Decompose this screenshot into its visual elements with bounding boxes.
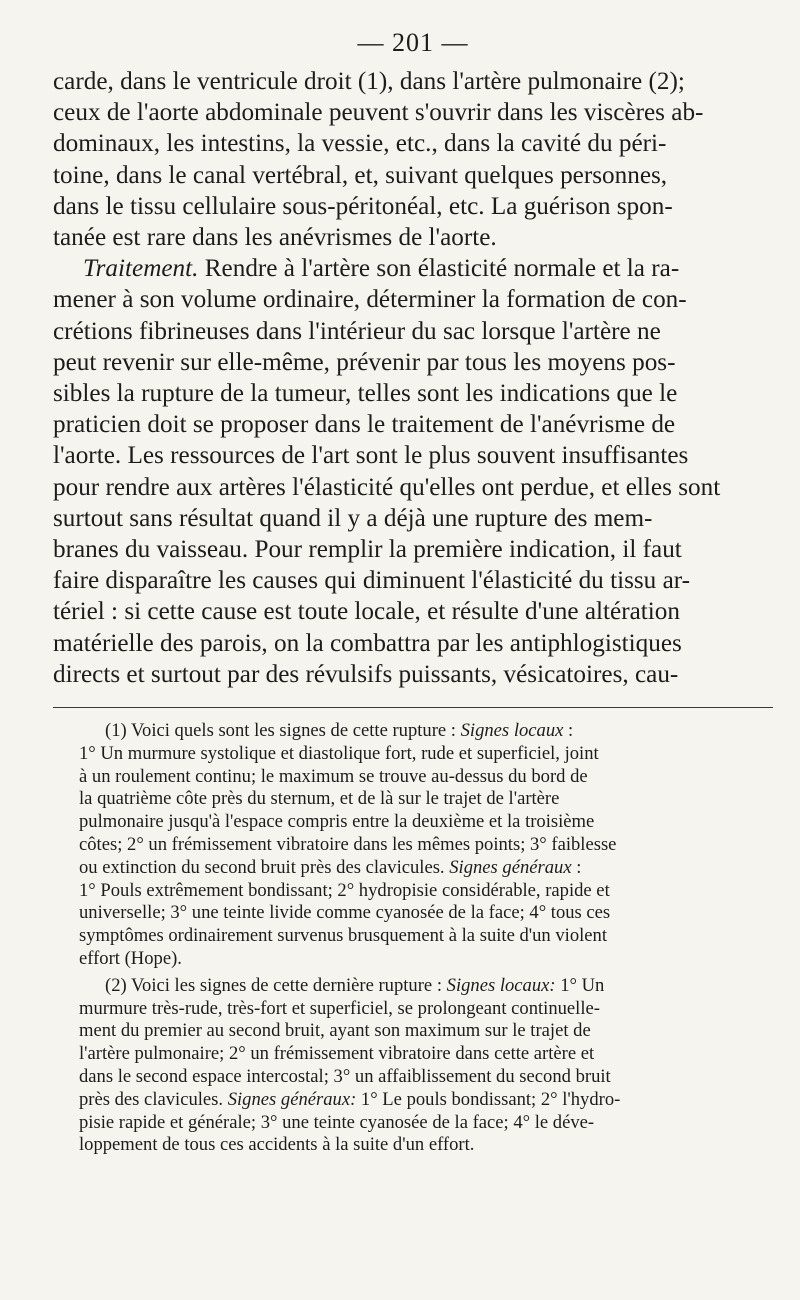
paragraph-aneurysm-rupture: [53, 66, 773, 253]
signes-generaux-label: Signes généraux:: [227, 1088, 357, 1110]
text-line: tanée est rare dans les anévrismes de l'aorte.: [53, 224, 497, 252]
text-fragment: près des clavicules.: [79, 1088, 228, 1110]
text-line: peut revenir sur elle-même, prévenir par tous les moyens pos-: [53, 348, 676, 376]
text-line: [53, 253, 773, 284]
paragraph-treatment: [53, 253, 773, 690]
footnote-divider: [53, 707, 773, 708]
footnote-1: [53, 720, 773, 971]
text-fragment: :: [571, 856, 582, 878]
footnote-line: à un roulement continu; le maximum se trouve au-dessus du bord de: [79, 765, 588, 787]
text-line: toine, dans le canal vertébral, et, suivant quelques personnes,: [53, 161, 668, 189]
text-line: crétions fibrineuses dans l'intérieur du sac lorsque l'artère ne: [53, 317, 661, 345]
book-page: [53, 28, 773, 1161]
footnote-line: 1° Pouls extrêmement bondissant; 2° hydropisie considérable, rapide et: [79, 879, 610, 901]
footnote-line: pulmonaire jusqu'à l'espace compris entre la deuxième et la troisième: [79, 811, 595, 833]
text-fragment: Rendre à l'artère son élasticité normale et la ra-: [198, 255, 680, 283]
treatment-heading: Traitement.: [83, 255, 199, 283]
footnote-line: 1° Un murmure systolique et diastolique fort, rude et superficiel, joint: [79, 742, 599, 764]
footnote-line: murmure très-rude, très-fort et superficiel, se prolongeant continuelle-: [79, 997, 600, 1019]
text-line: tériel : si cette cause est toute locale, et résulte d'une altération: [53, 598, 680, 626]
footnote-lead: (2) Voici les signes de cette dernière rupture :: [105, 974, 447, 996]
text-line: pour rendre aux artères l'élasticité qu'elles ont perdue, et elles sont: [53, 473, 721, 501]
text-line: praticien doit se proposer dans le traitement de l'anévrisme de: [53, 411, 676, 439]
footnote-line: la quatrième côte près du sternum, et de là sur le trajet de l'artère: [79, 788, 560, 810]
text-fragment: 1° Le pouls bondissant; 2° l'hydro-: [356, 1088, 621, 1110]
footnote-lead: (1) Voici quels sont les signes de cette rupture :: [105, 720, 461, 742]
text-line: directs et surtout par des révulsifs puissants, vésicatoires, cau-: [53, 660, 679, 688]
main-text: [53, 66, 773, 690]
text-fragment: ou extinction du second bruit près des clavicules.: [79, 856, 450, 878]
text-line: dominaux, les intestins, la vessie, etc., dans la cavité du péri-: [53, 130, 667, 158]
footnote-line: [53, 1089, 773, 1112]
signes-locaux-label: Signes locaux:: [446, 974, 556, 996]
text-line: l'aorte. Les ressources de l'art sont le plus souvent insuffisantes: [53, 442, 689, 470]
text-line: carde, dans le ventricule droit (1), dans l'artère pulmonaire (2);: [53, 68, 685, 95]
text-line: dans le tissu cellulaire sous-péritonéal, etc. La guérison spon-: [53, 192, 673, 220]
footnote-line: ment du premier au second bruit, ayant son maximum sur le trajet de: [79, 1020, 591, 1042]
footnote-line: universelle; 3° une teinte livide comme cyanosée de la face; 4° tous ces: [79, 902, 611, 924]
signes-generaux-label: Signes généraux: [449, 856, 572, 878]
footnote-line: [53, 720, 773, 743]
footnote-line: pisie rapide et générale; 3° une teinte cyanosée de la face; 4° le déve-: [79, 1111, 595, 1133]
footnote-line: symptômes ordinairement survenus brusquement à la suite d'un violent: [79, 925, 608, 947]
text-line: surtout sans résultat quand il y a déjà une rupture des mem-: [53, 504, 653, 532]
footnote-line: l'artère pulmonaire; 2° un frémissement vibratoire dans cette artère et: [79, 1043, 595, 1065]
text-line: faire disparaître les causes qui diminuent l'élasticité du tissu ar-: [53, 567, 691, 595]
footnote-line: [53, 975, 773, 998]
footnote-line: loppement de tous ces accidents à la suite d'un effort.: [79, 1134, 475, 1156]
text-line: branes du vaisseau. Pour remplir la première indication, il faut: [53, 536, 682, 564]
footnote-2: [53, 975, 773, 1157]
footnotes: [53, 720, 773, 1157]
page-number: — 201 —: [357, 28, 469, 57]
footnote-line: côtes; 2° un frémissement vibratoire dans les mêmes points; 3° faiblesse: [79, 834, 617, 856]
text-fragment: 1° Un: [555, 974, 605, 996]
footnote-line: effort (Hope).: [79, 948, 182, 970]
footnote-line: dans le second espace intercostal; 3° un affaiblissement du second bruit: [79, 1066, 611, 1088]
text-fragment: :: [563, 720, 574, 742]
text-line: sibles la rupture de la tumeur, telles sont les indications que le: [53, 380, 678, 408]
text-line: mener à son volume ordinaire, déterminer la formation de con-: [53, 286, 687, 314]
footnote-line: [53, 857, 773, 880]
text-line: matérielle des parois, on la combattra par les antiphlogistiques: [53, 629, 682, 657]
signes-locaux-label: Signes locaux: [460, 720, 564, 742]
text-line: ceux de l'aorte abdominale peuvent s'ouvrir dans les viscères ab-: [53, 99, 704, 127]
